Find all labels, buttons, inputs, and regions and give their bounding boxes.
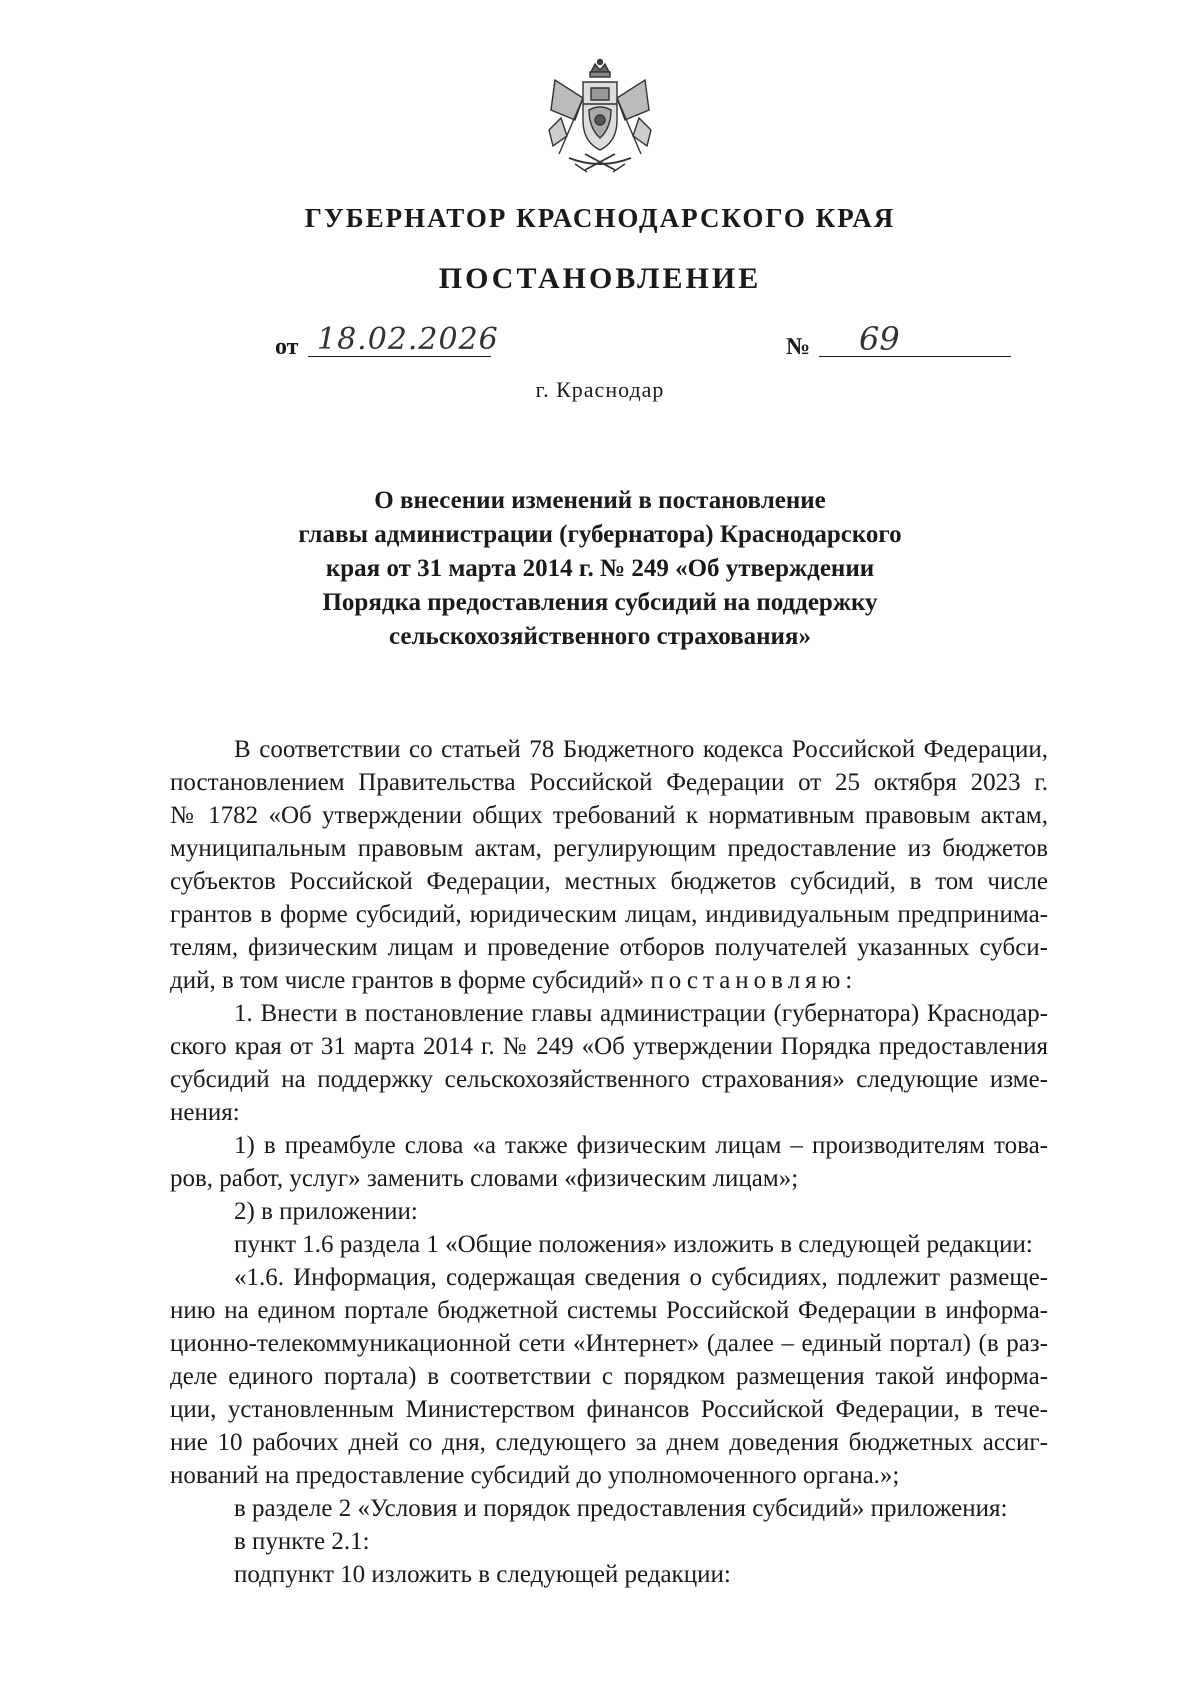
body-line: телям, физическим лицам и проведение отборов получателей указанных субси-: [170, 934, 1048, 961]
body-line: 2) в приложении:: [234, 1198, 418, 1225]
body-line: в разделе 2 «Условия и порядок предоставления субсидий» приложения:: [234, 1495, 1008, 1522]
handwritten-date: 18.02.2026: [317, 322, 499, 357]
handwritten-number: 69: [859, 320, 900, 358]
body-line: [170, 964, 1048, 997]
body-line: грантов в форме субсидий, юридическим лицам, индивидуальным предпринима-: [170, 901, 1048, 928]
document-title: [0, 484, 1200, 654]
body-line: ров, работ, услуг» заменить словами «физическим лицам»;: [170, 1165, 799, 1192]
date-prefix: от: [275, 334, 299, 360]
body-line: ции, установленным Министерством финансов Российской Федерации, в тече-: [170, 1396, 1048, 1423]
body-line: муниципальным правовым актам, регулирующим предоставление из бюджетов: [170, 835, 1048, 862]
document-body: [170, 733, 1048, 1591]
body-line: субъектов Российской Федерации, местных бюджетов субсидий, в том числе: [170, 868, 1048, 895]
issuing-authority: ГУБЕРНАТОР КРАСНОДАРСКОГО КРАЯ: [304, 203, 896, 233]
coat-of-arms-icon: [545, 58, 655, 176]
body-line: пункт 1.6 раздела 1 «Общие положения» изложить в следующей редакции:: [234, 1231, 1033, 1258]
body-line: «1.6. Информация, содержащая сведения о субсидиях, подлежит размеще-: [234, 1264, 1048, 1291]
body-line: подпункт 10 изложить в следующей редакции:: [234, 1561, 731, 1588]
body-line: постановлением Правительства Российской Федерации от 25 октября 2023 г.: [170, 769, 1048, 796]
body-line: нию на едином портале бюджетной системы Российской Федерации в информа-: [170, 1297, 1048, 1324]
body-line: ционно-телекоммуникационной сети «Интернет» (далее – единый портал) (в раз-: [170, 1330, 1048, 1357]
title-line: сельскохозяйственного страхования»: [389, 623, 811, 650]
title-line: О внесении изменений в постановление: [374, 487, 826, 514]
body-line: нований на предоставление субсидий до уполномоченного органа.»;: [170, 1462, 900, 1489]
body-line: деле единого портала) в соответствии с порядком размещения такой информа-: [170, 1363, 1048, 1390]
body-line: ского края от 31 марта 2014 г. № 249 «Об утверждении Порядка предоставления: [170, 1033, 1048, 1060]
title-line: главы администрации (губернатора) Краснодарского: [298, 521, 902, 548]
number-underline: [819, 356, 1011, 357]
body-line: В соответствии со статьей 78 Бюджетного кодекса Российской Федерации,: [234, 736, 1048, 763]
title-line: Порядка предоставления субсидий на поддержку: [322, 589, 878, 616]
body-line: субсидий на поддержку сельскохозяйственного страхования» следующие изме-: [170, 1066, 1048, 1093]
body-line: нения:: [170, 1099, 240, 1126]
body-line: в пункте 2.1:: [234, 1528, 370, 1555]
city-line: г. Краснодар: [535, 377, 665, 402]
decree-word: постановляю:: [650, 967, 858, 994]
body-line-text: дий, в том числе грантов в форме субсидий»: [170, 967, 645, 994]
number-prefix: №: [786, 334, 811, 360]
title-line: края от 31 марта 2014 г. № 249 «Об утверждении: [325, 555, 875, 582]
body-line: № 1782 «Об утверждении общих требований к нормативным правовым актам,: [170, 802, 1048, 829]
body-line: 1) в преамбуле слова «а также физическим лицам – производителям това-: [234, 1132, 1048, 1159]
body-line: 1. Внести в постановление главы администрации (губернатора) Краснодар-: [234, 1000, 1048, 1027]
body-line: ние 10 рабочих дней со дня, следующего за днем доведения бюджетных ассиг-: [170, 1429, 1048, 1456]
document-type: ПОСТАНОВЛЕНИЕ: [438, 262, 762, 295]
